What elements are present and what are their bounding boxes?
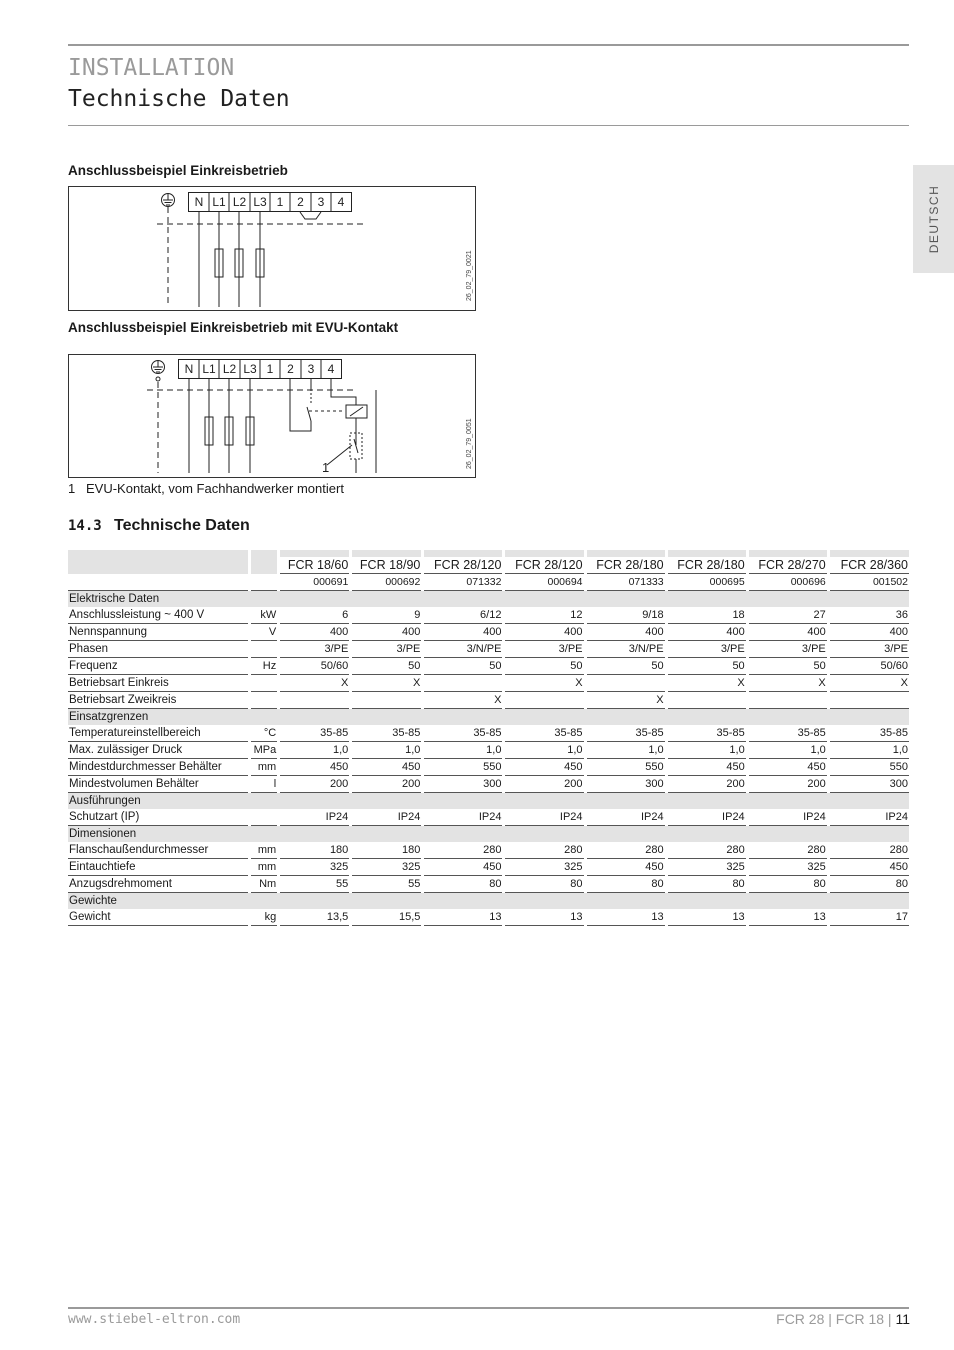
terminal-label: 3 [307, 362, 315, 376]
value-cell: 35-85 [668, 725, 746, 742]
value-cell: 400 [587, 624, 665, 641]
value-cell: 325 [280, 859, 349, 876]
value-cell: 55 [352, 876, 421, 893]
model-name: FCR 28/180 [668, 550, 746, 574]
code-unit-cell [251, 574, 277, 591]
value-cell: 400 [424, 624, 502, 641]
wiring-diagram-2-svg [69, 355, 475, 477]
article-number: 000695 [668, 574, 746, 591]
category-label: Einsatzgrenzen [68, 709, 909, 725]
value-cell: 180 [352, 842, 421, 859]
terminal-label: 4 [337, 195, 345, 209]
value-cell: 400 [749, 624, 827, 641]
value-cell: 280 [505, 842, 583, 859]
value-cell: 400 [505, 624, 583, 641]
value-cell: 550 [587, 759, 665, 776]
value-cell: 18 [668, 607, 746, 624]
header-unit-cell [251, 550, 277, 574]
table-row [68, 742, 909, 759]
article-number: 000696 [749, 574, 827, 591]
value-cell: 50 [424, 658, 502, 675]
value-cell: 36 [830, 607, 909, 624]
row-label: Phasen [68, 641, 248, 658]
value-cell: 3/N/PE [424, 641, 502, 658]
language-tab-label: DEUTSCH [926, 184, 941, 254]
value-cell: 35-85 [587, 725, 665, 742]
value-cell [505, 692, 583, 709]
value-cell: 450 [352, 759, 421, 776]
value-cell: 80 [505, 876, 583, 893]
row-label: Temperatureinstellbereich [68, 725, 248, 742]
value-cell: IP24 [424, 809, 502, 826]
row-unit [251, 809, 277, 826]
value-cell: 13 [424, 909, 502, 926]
value-cell: IP24 [280, 809, 349, 826]
value-cell: 3/PE [280, 641, 349, 658]
value-cell [280, 692, 349, 709]
value-cell: 200 [749, 776, 827, 793]
value-cell: 400 [352, 624, 421, 641]
value-cell: 50 [749, 658, 827, 675]
value-cell: 50/60 [280, 658, 349, 675]
page-title: Technische Daten [68, 86, 290, 112]
value-cell: 325 [749, 859, 827, 876]
value-cell: X [668, 675, 746, 692]
row-label: Anschlussleistung ~ 400 V [68, 607, 248, 624]
footer-website-link[interactable]: www.stiebel-eltron.com [68, 1312, 241, 1327]
row-unit: mm [251, 859, 277, 876]
value-cell: 80 [749, 876, 827, 893]
value-cell: 550 [830, 759, 909, 776]
terminal-label: L3 [243, 362, 257, 376]
article-number: 071333 [587, 574, 665, 591]
value-cell: 450 [668, 759, 746, 776]
article-number: 001502 [830, 574, 909, 591]
article-number: 000694 [505, 574, 583, 591]
value-cell: 1,0 [830, 742, 909, 759]
row-label: Eintauchtiefe [68, 859, 248, 876]
table-row [68, 641, 909, 658]
code-label-cell [68, 574, 248, 591]
value-cell: 55 [280, 876, 349, 893]
row-label: Gewicht [68, 909, 248, 926]
value-cell: X [749, 675, 827, 692]
article-number: 000692 [352, 574, 421, 591]
table-row [68, 658, 909, 675]
row-label: Betriebsart Zweikreis [68, 692, 248, 709]
header-top-rule [68, 44, 909, 46]
value-cell: 80 [424, 876, 502, 893]
value-cell: 35-85 [830, 725, 909, 742]
value-cell: 50 [668, 658, 746, 675]
value-cell: 1,0 [280, 742, 349, 759]
value-cell: 400 [830, 624, 909, 641]
value-cell: 300 [587, 776, 665, 793]
value-cell: 1,0 [668, 742, 746, 759]
value-cell: 27 [749, 607, 827, 624]
terminal-label: L1 [212, 195, 226, 209]
value-cell: 1,0 [352, 742, 421, 759]
value-cell: 3/PE [505, 641, 583, 658]
terminal-label: L2 [222, 362, 237, 376]
chapter-title: INSTALLATION [68, 55, 235, 81]
value-cell: 400 [280, 624, 349, 641]
value-cell: 50 [352, 658, 421, 675]
value-cell: 550 [424, 759, 502, 776]
value-cell: 35-85 [505, 725, 583, 742]
header-bottom-rule [68, 125, 909, 126]
wiring-diagram-single-circuit [68, 186, 476, 311]
table-row [68, 876, 909, 893]
terminal-label: 4 [327, 362, 335, 376]
value-cell: 280 [668, 842, 746, 859]
value-cell: 300 [424, 776, 502, 793]
model-name: FCR 28/120 [424, 550, 502, 574]
row-unit: mm [251, 759, 277, 776]
diagram-code: 26_02_79_0021 [466, 250, 473, 301]
legend-text: EVU-Kontakt, vom Fachhandwerker montiert [86, 481, 344, 496]
value-cell: 35-85 [424, 725, 502, 742]
terminal-label: 2 [297, 195, 304, 209]
value-cell: X [830, 675, 909, 692]
value-cell: 9 [352, 607, 421, 624]
article-number-row [68, 574, 909, 591]
terminal-label: 3 [317, 195, 325, 209]
value-cell: IP24 [352, 809, 421, 826]
value-cell: 1,0 [424, 742, 502, 759]
row-unit: l [251, 776, 277, 793]
row-unit [251, 641, 277, 658]
diagram-legend [68, 481, 344, 496]
value-cell: 450 [830, 859, 909, 876]
category-label: Gewichte [68, 893, 909, 909]
row-unit: kg [251, 909, 277, 926]
value-cell: IP24 [749, 809, 827, 826]
row-label: Schutzart (IP) [68, 809, 248, 826]
article-number: 071332 [424, 574, 502, 591]
value-cell: 400 [668, 624, 746, 641]
value-cell: 50/60 [830, 658, 909, 675]
category-label: Dimensionen [68, 826, 909, 842]
value-cell: 9/18 [587, 607, 665, 624]
value-cell: 300 [830, 776, 909, 793]
value-cell: 50 [587, 658, 665, 675]
category-label: Ausführungen [68, 793, 909, 809]
terminal-label: L2 [232, 195, 247, 209]
value-cell: X [352, 675, 421, 692]
value-cell: IP24 [505, 809, 583, 826]
value-cell: 80 [668, 876, 746, 893]
value-cell: 80 [587, 876, 665, 893]
diagram1-caption: Anschlussbeispiel Einkreisbetrieb [68, 163, 288, 178]
value-cell: 13 [587, 909, 665, 926]
terminal-label: 1 [266, 362, 274, 376]
value-cell: 17 [830, 909, 909, 926]
row-label: Nennspannung [68, 624, 248, 641]
value-cell: 3/PE [352, 641, 421, 658]
table-row [68, 607, 909, 624]
footer-product-page [776, 1311, 910, 1327]
value-cell: 280 [830, 842, 909, 859]
row-unit: MPa [251, 742, 277, 759]
value-cell: 3/PE [830, 641, 909, 658]
terminal-label: L1 [202, 362, 216, 376]
wiring-diagram-1-svg [69, 187, 475, 310]
row-label: Mindestdurchmesser Behälter [68, 759, 248, 776]
value-cell: X [280, 675, 349, 692]
category-label: Elektrische Daten [68, 591, 909, 607]
value-cell: 6 [280, 607, 349, 624]
value-cell: 325 [352, 859, 421, 876]
table-row [68, 725, 909, 742]
value-cell: 200 [505, 776, 583, 793]
row-unit: Nm [251, 876, 277, 893]
page-number: 11 [895, 1311, 910, 1327]
table-row [68, 842, 909, 859]
row-unit: kW [251, 607, 277, 624]
model-name: FCR 28/360 [830, 550, 909, 574]
category-row [68, 709, 909, 725]
value-cell: 450 [749, 759, 827, 776]
value-cell: X [505, 675, 583, 692]
value-cell: 450 [424, 859, 502, 876]
value-cell: 280 [587, 842, 665, 859]
diagram2-caption: Anschlussbeispiel Einkreisbetrieb mit EVU-Kontakt [68, 320, 399, 335]
value-cell: 325 [505, 859, 583, 876]
value-cell: 3/PE [749, 641, 827, 658]
row-unit: V [251, 624, 277, 641]
value-cell: 13 [505, 909, 583, 926]
terminal-label: N [194, 195, 204, 209]
category-row [68, 793, 909, 809]
model-name: FCR 28/270 [749, 550, 827, 574]
value-cell: 325 [668, 859, 746, 876]
value-cell: IP24 [668, 809, 746, 826]
value-cell: 35-85 [352, 725, 421, 742]
legend-number: 1 [68, 481, 76, 496]
table-row [68, 776, 909, 793]
table-row [68, 859, 909, 876]
value-cell: 3/N/PE [587, 641, 665, 658]
value-cell: 1,0 [749, 742, 827, 759]
value-cell: 15,5 [352, 909, 421, 926]
value-cell: 280 [424, 842, 502, 859]
value-cell: 35-85 [749, 725, 827, 742]
row-unit: mm [251, 842, 277, 859]
technical-data-table [68, 550, 909, 926]
diagram-code: 26_02_79_0051 [466, 418, 473, 469]
value-cell [749, 692, 827, 709]
row-unit [251, 692, 277, 709]
terminal-label: 2 [287, 362, 294, 376]
value-cell: IP24 [830, 809, 909, 826]
table-row [68, 809, 909, 826]
table-row [68, 909, 909, 926]
table-row [68, 675, 909, 692]
value-cell: 200 [352, 776, 421, 793]
value-cell: 450 [280, 759, 349, 776]
value-cell: 12 [505, 607, 583, 624]
terminal-label: N [184, 362, 194, 376]
value-cell: X [587, 692, 665, 709]
model-name: FCR 18/60 [280, 550, 349, 574]
value-cell: 1,0 [505, 742, 583, 759]
table-row [68, 692, 909, 709]
table-row [68, 759, 909, 776]
model-name: FCR 18/90 [352, 550, 421, 574]
value-cell: IP24 [587, 809, 665, 826]
value-cell: 450 [587, 859, 665, 876]
row-label: Flanschaußendurchmesser [68, 842, 248, 859]
model-header-row [68, 550, 909, 574]
value-cell: X [424, 692, 502, 709]
terminal-label: L3 [253, 195, 267, 209]
section-title: Technische Daten [114, 517, 250, 534]
value-cell: 13,5 [280, 909, 349, 926]
row-label: Anzugsdrehmoment [68, 876, 248, 893]
value-cell: 3/PE [668, 641, 746, 658]
header-label-cell [68, 550, 248, 574]
value-cell [830, 692, 909, 709]
row-label: Mindestvolumen Behälter [68, 776, 248, 793]
value-cell [668, 692, 746, 709]
article-number: 000691 [280, 574, 349, 591]
category-row [68, 826, 909, 842]
row-unit: °C [251, 725, 277, 742]
value-cell: 13 [668, 909, 746, 926]
value-cell: 80 [830, 876, 909, 893]
category-row [68, 893, 909, 909]
model-name: FCR 28/180 [587, 550, 665, 574]
model-name: FCR 28/120 [505, 550, 583, 574]
value-cell: 50 [505, 658, 583, 675]
value-cell: 13 [749, 909, 827, 926]
callout-number: 1 [322, 460, 330, 475]
row-unit: Hz [251, 658, 277, 675]
value-cell: 450 [505, 759, 583, 776]
category-row [68, 591, 909, 607]
row-unit [251, 675, 277, 692]
value-cell: 35-85 [280, 725, 349, 742]
value-cell: 6/12 [424, 607, 502, 624]
terminal-label: 1 [276, 195, 284, 209]
wiring-diagram-evu-contact [68, 354, 476, 478]
section-heading [68, 517, 250, 535]
value-cell: 1,0 [587, 742, 665, 759]
value-cell [424, 675, 502, 692]
value-cell: 200 [280, 776, 349, 793]
value-cell [587, 675, 665, 692]
table-row [68, 624, 909, 641]
value-cell: 180 [280, 842, 349, 859]
language-tab [913, 165, 954, 273]
section-number: 14.3 [68, 518, 102, 534]
footer-rule [68, 1307, 909, 1309]
value-cell: 280 [749, 842, 827, 859]
row-label: Betriebsart Einkreis [68, 675, 248, 692]
footer-product: FCR 28 | FCR 18 | [776, 1311, 892, 1327]
row-label: Max. zulässiger Druck [68, 742, 248, 759]
row-label: Frequenz [68, 658, 248, 675]
value-cell [352, 692, 421, 709]
value-cell: 200 [668, 776, 746, 793]
